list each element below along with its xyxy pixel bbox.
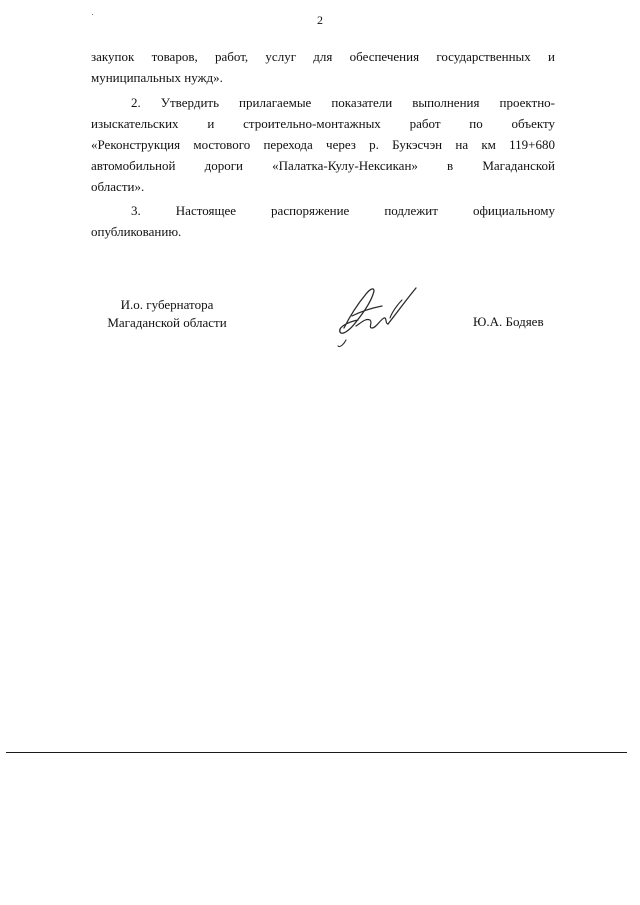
position-line: И.о. губернатора — [120, 297, 214, 312]
text-line: муниципальных нужд». — [91, 70, 223, 85]
text-line: «Реконструкция мостового перехода через р. Букэсчэн на км 119+680 — [91, 137, 555, 152]
text-line: опубликованию. — [91, 224, 182, 239]
signatory-position — [92, 296, 242, 332]
text-line: закупок товаров, работ, услуг для обеспечения государственных и — [91, 49, 555, 64]
text-line: 3. Настоящее распоряжение подлежит официальному — [131, 203, 555, 218]
footer-divider — [6, 752, 627, 753]
paragraph-continuation — [91, 46, 555, 88]
position-line: Магаданской области — [107, 315, 227, 330]
text-line: 2. Утвердить прилагаемые показатели выполнения проектно- — [131, 95, 555, 110]
text-line: изыскательских и строительно-монтажных работ по объекту — [91, 116, 555, 131]
text-line: области». — [91, 179, 145, 194]
signer-name: Ю.А. Бодяев — [473, 314, 544, 329]
handwritten-signature — [330, 282, 425, 352]
paragraph-item-3 — [91, 200, 555, 242]
text-line: автомобильной дороги «Палатка-Кулу-Нексикан» в Магаданской — [91, 158, 555, 173]
paragraph-item-2 — [91, 92, 555, 197]
page-number: 2 — [317, 13, 323, 27]
